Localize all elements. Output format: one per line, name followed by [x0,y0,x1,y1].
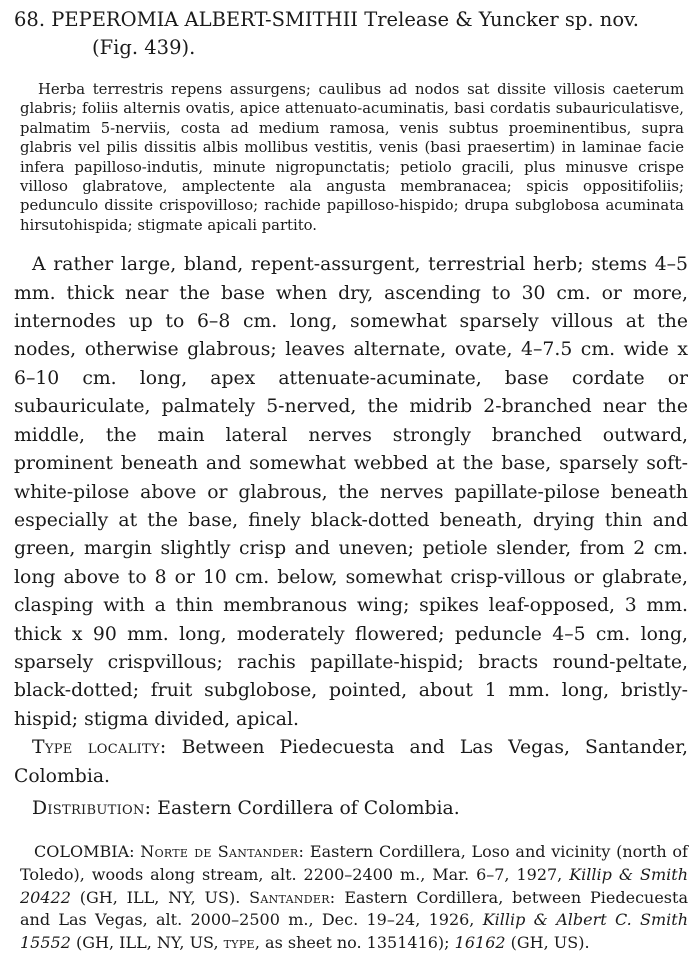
specimen-region-santander: Santander: [249,887,336,907]
specimen-country: COLOMBIA: [34,842,135,862]
specimen-region-norte: Norte de Santander: [140,842,305,862]
specimen-herbaria-2a: (GH, ILL, NY, US, [76,932,219,952]
specimen-type-word: type [223,932,255,952]
species-heading [14,6,688,62]
distribution-label: Distribution: [32,797,152,819]
specimen-text-2: Eastern Cordillera, between Piedecuesta and Las Vegas, alt. 2000–2500 m., Dec. 19–24, 1926, [20,887,688,930]
distribution-text: Eastern Cordillera of Colombia. [157,797,460,819]
specimen-collector-3: 16162 [454,932,506,952]
distribution [14,795,688,823]
specimen-herbaria-3: (GH, US). [510,932,590,952]
type-locality [14,734,688,791]
species-authors: Trelease & Yuncker sp. nov. [364,8,639,31]
specimen-collector-1: Killip & Smith 20422 [20,864,688,907]
species-number: 68. [14,8,46,31]
specimen-collector-2: Killip & Albert C. Smith 15552 [20,910,689,952]
type-locality-text: Between Piedecuesta and Las Vegas, Santander, Colombia. [14,737,688,787]
english-description: A rather large, bland, repent-assurgent, terrestrial herb; stems 4–5 mm. thick near the base when dry, ascending to 30 cm. or more, internodes up to 6–8 cm. long, somewhat sparsely villous at the nodes, otherwise glabrous; leaves alternate, ovate, 4–7.5 cm. wide x 6–10 cm. long, apex attenuate-acuminate, base cordate or subauriculate, palmately 5-nerved, the midrib 2-branched near the middle, the main lateral nerves strongly branched outward, prominent beneath and somewhat webbed at the base, sparsely soft-white-pilose above or glabrous, the nerves papillate-pilose beneath especially at the base, finely black-dotted beneath, drying thin and green, margin slightly crisp and uneven; petiole slender, from 2 cm. long above to 8 or 10 cm. below, somewhat crisp-villous or glabrate, clasping with a thin membranous wing; spikes leaf-opposed, 3 mm. thick x 90 mm. long, moderately flowered; peduncle 4–5 cm. long, sparsely crispvillous; rachis papillate-hispid; bracts round-peltate, black-dotted; fruit subglobose, pointed, about 1 mm. long, bristly-hispid; stigma divided, apical. [14,254,688,730]
specimen-herbaria-1: (GH, ILL, NY, US). [79,887,241,907]
latin-description: Herba terrestris repens assurgens; caulibus ad nodos sat dissite villosis caeterum glabris; foliis alternis ovatis, apice attenuato-acuminatis, basi cordatis subauriculatisve, palmatim 5-nerviis, costa ad medium ramosa, venis subtus proeminentibus, supra glabris vel pilis dissitis albis mollibus vestitis, venis (basi praesertim) in laminae facie infera papilloso-indutis, minute nigropunctatis; petiolo gracili, plus minusve crispe villoso glabratove, amplectente ala angusta membranacea; spicis oppositifoliis; pedunculo dissite crispovilloso; rachide papilloso-hispido; drupa subglobosa acuminata hirsutohispida; stigmate apicali partito. [20,81,684,234]
specimen-herbaria-2b: , as sheet no. 1351416); [254,932,450,952]
type-locality-label: Type locality: [32,737,167,759]
figure-reference: (Fig. 439). [92,36,196,59]
species-name: PEPEROMIA ALBERT-SMITHII [51,8,359,31]
specimen-text-1: Eastern Cordillera, Loso and vicinity (north of Toledo), woods along stream, alt. 2200–2400 m., Mar. 6–7, 1927, [20,842,688,884]
specimens-examined [20,841,688,954]
